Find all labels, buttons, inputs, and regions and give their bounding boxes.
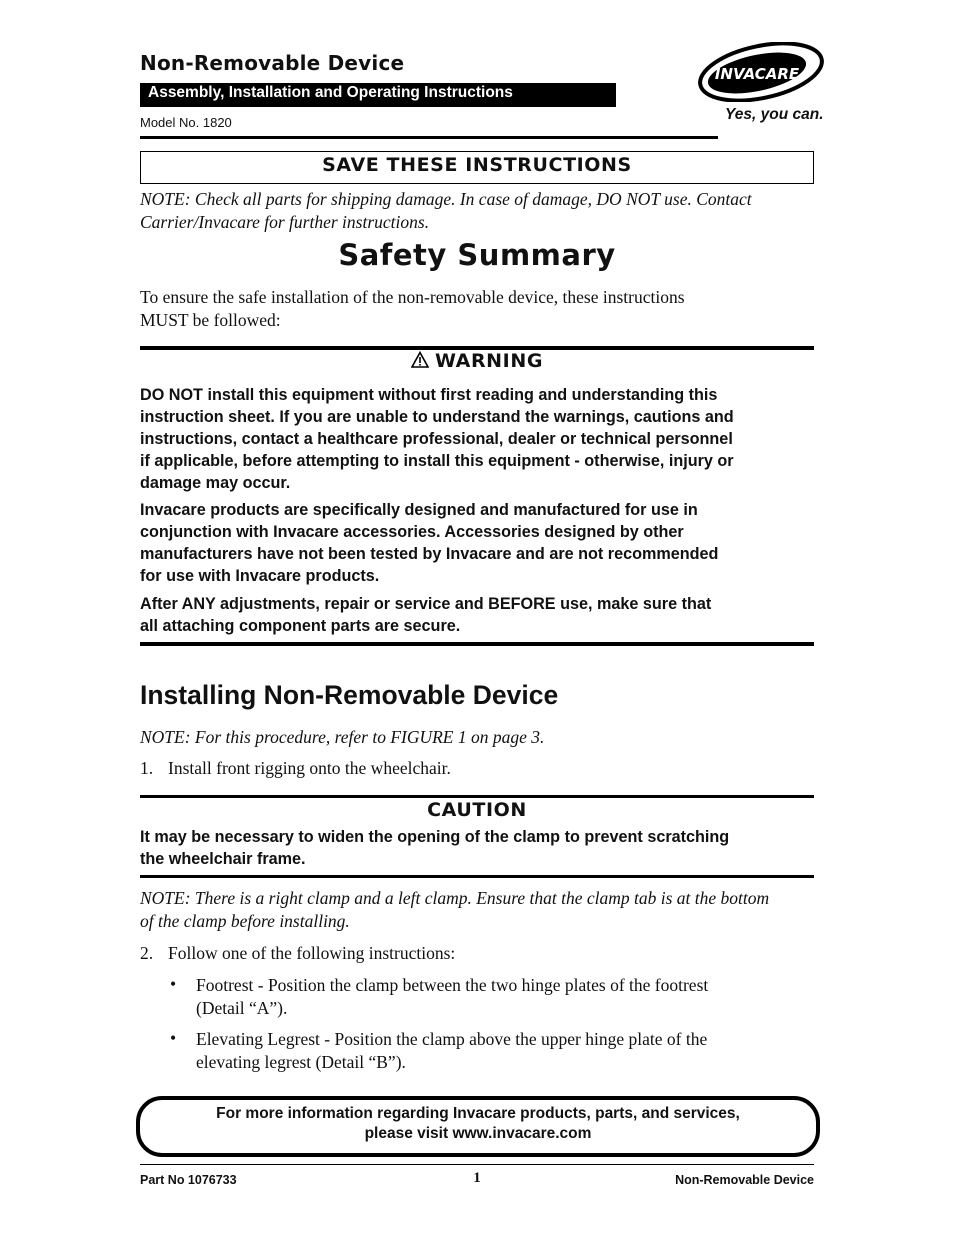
warning-heading-text: WARNING — [434, 350, 544, 372]
safety-summary-heading: Safety Summary — [338, 238, 616, 272]
more-info-line: For more information regarding Invacare products, parts, and services, — [216, 1105, 740, 1122]
warning-line: all attaching component parts are secure. — [140, 617, 461, 635]
save-instructions-text: SAVE THESE INSTRUCTIONS — [322, 154, 632, 176]
page-number: 1 — [473, 1170, 481, 1186]
procedure-note: NOTE: For this procedure, refer to FIGURE 1 on page 3. — [140, 727, 545, 747]
caution-bottom-rule — [140, 875, 814, 878]
caution-line: the wheelchair frame. — [140, 850, 306, 868]
footer-divider — [140, 1164, 814, 1165]
subtitle-text: Assembly, Installation and Operating Instructions — [148, 84, 513, 101]
warning-line: DO NOT install this equipment without first reading and understanding this — [140, 386, 718, 404]
note-line: Carrier/Invacare for further instructions. — [140, 212, 430, 232]
shipping-note — [140, 188, 815, 234]
clamp-note — [140, 887, 820, 933]
step-2-number: 2. — [140, 943, 154, 963]
more-info-line: please visit www.invacare.com — [364, 1125, 592, 1142]
warning-line: Invacare products are specifically designed and manufactured for use in — [140, 501, 698, 519]
note-line: of the clamp before installing. — [140, 911, 350, 931]
warning-line: instruction sheet. If you are unable to understand the warnings, cautions and — [140, 408, 734, 426]
tagline: Yes, you can. — [725, 106, 824, 123]
step-1-text: Install front rigging onto the wheelchair. — [168, 758, 451, 778]
intro-line: To ensure the safe installation of the non-removable device, these instructions — [140, 287, 685, 307]
bullet-line: Footrest - Position the clamp between the two hinge plates of the footrest — [196, 975, 709, 995]
note-line: NOTE: Check all parts for shipping damage. In case of damage, DO NOT use. Contact — [140, 189, 752, 209]
warning-paragraph-3 — [140, 593, 816, 637]
document-title: Non-Removable Device — [140, 51, 405, 75]
part-number: Part No 1076733 — [140, 1173, 237, 1187]
installing-heading: Installing Non-Removable Device — [140, 680, 559, 710]
bullet-footrest — [196, 974, 816, 1020]
invacare-logo — [697, 42, 825, 102]
subtitle-bar — [140, 83, 616, 107]
caution-top-rule — [140, 795, 814, 798]
footer-document-name: Non-Removable Device — [675, 1173, 814, 1187]
warning-line: instructions, contact a healthcare professional, dealer or technical personnel — [140, 430, 733, 448]
step-2-text: Follow one of the following instructions: — [168, 943, 456, 963]
bullet-marker: • — [170, 1028, 177, 1048]
model-number: Model No. 1820 — [140, 115, 232, 130]
bullet-marker: • — [170, 974, 177, 994]
intro-line: MUST be followed: — [140, 310, 281, 330]
caution-text — [140, 826, 816, 870]
warning-line: for use with Invacare products. — [140, 567, 380, 585]
safety-intro — [140, 286, 815, 332]
more-info-box — [136, 1096, 820, 1157]
warning-line: if applicable, before attempting to install this equipment - otherwise, injury or — [140, 452, 734, 470]
bullet-line: (Detail “A”). — [196, 998, 288, 1018]
caution-heading: CAUTION — [427, 799, 527, 821]
header-divider — [140, 136, 718, 139]
step-1-number: 1. — [140, 758, 154, 778]
warning-line: damage may occur. — [140, 474, 291, 492]
warning-heading — [140, 350, 814, 372]
bullet-line: Elevating Legrest - Position the clamp above the upper hinge plate of the — [196, 1029, 708, 1049]
warning-paragraph-2 — [140, 499, 816, 587]
warning-paragraph-1 — [140, 384, 816, 494]
warning-triangle-icon — [411, 351, 429, 368]
save-instructions-banner — [140, 151, 814, 184]
warning-line: conjunction with Invacare accessories. Accessories designed by other — [140, 523, 684, 541]
warning-line: After ANY adjustments, repair or service and BEFORE use, make sure that — [140, 595, 712, 613]
warning-bottom-rule — [140, 642, 814, 646]
note-line: NOTE: There is a right clamp and a left clamp. Ensure that the clamp tab is at the bottom — [140, 888, 770, 908]
caution-line: It may be necessary to widen the opening of the clamp to prevent scratching — [140, 828, 730, 846]
logo-text: INVACARE — [714, 65, 800, 83]
bullet-line: elevating legrest (Detail “B”). — [196, 1052, 406, 1072]
warning-line: manufacturers have not been tested by Invacare and are not recommended — [140, 545, 719, 563]
bullet-elevating-legrest — [196, 1028, 816, 1074]
